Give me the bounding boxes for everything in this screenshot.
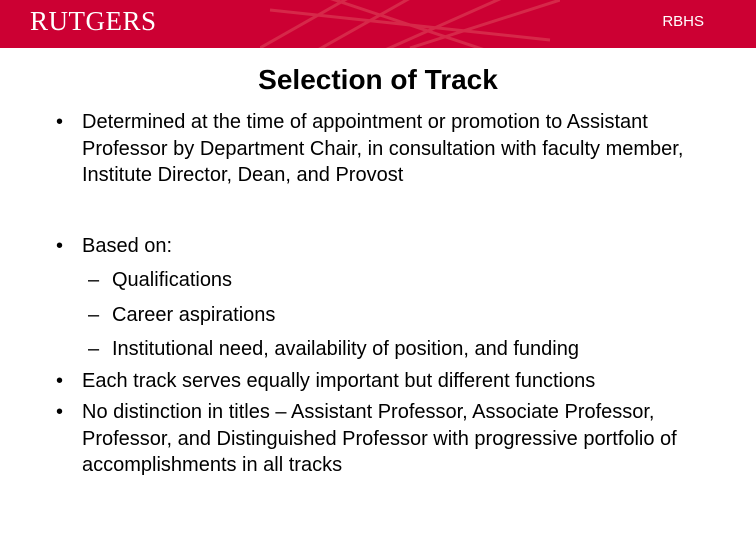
sub-bullet-text: Institutional need, availability of position, and funding [112,338,579,360]
sub-bullet-text: Qualifications [112,269,233,291]
slide-body [56,109,736,479]
rbhs-label: RBHS [662,13,704,30]
header-banner [0,0,756,48]
sub-bullet-item [56,302,736,329]
dash-icon: – [88,269,100,291]
dash-icon: – [88,338,100,360]
bullet-icon: • [56,111,64,133]
bullet-text: Each track serves equally important but different functions [82,369,596,392]
bullet-item [56,399,736,479]
bullet-text: Determined at the time of appointment or promotion to Assistant Professor by Department Chair, in consultation with faculty member, Institute Director, Dean, and Provost [82,111,684,186]
sub-bullet-item [56,267,736,294]
rutgers-logo: RUTGERS [30,6,157,36]
bullet-icon: • [56,234,64,257]
sub-bullet-text: Career aspirations [112,303,276,326]
bullet-item [56,109,736,189]
bullet-item [56,233,736,260]
sub-bullet-item [56,336,736,363]
slide-title: Selection of Track [258,64,498,95]
bullet-icon: • [56,369,64,392]
bullet-text: No distinction in titles – Assistant Professor, Associate Professor, Professor, and Distinguished Professor with progressive portfolio of accomplishments in all tracks [82,401,677,476]
banner-pattern [260,0,560,48]
dash-icon: – [88,303,100,326]
bullet-item [56,368,736,395]
bullet-icon: • [56,401,64,423]
bullet-text: Based on: [82,234,173,257]
